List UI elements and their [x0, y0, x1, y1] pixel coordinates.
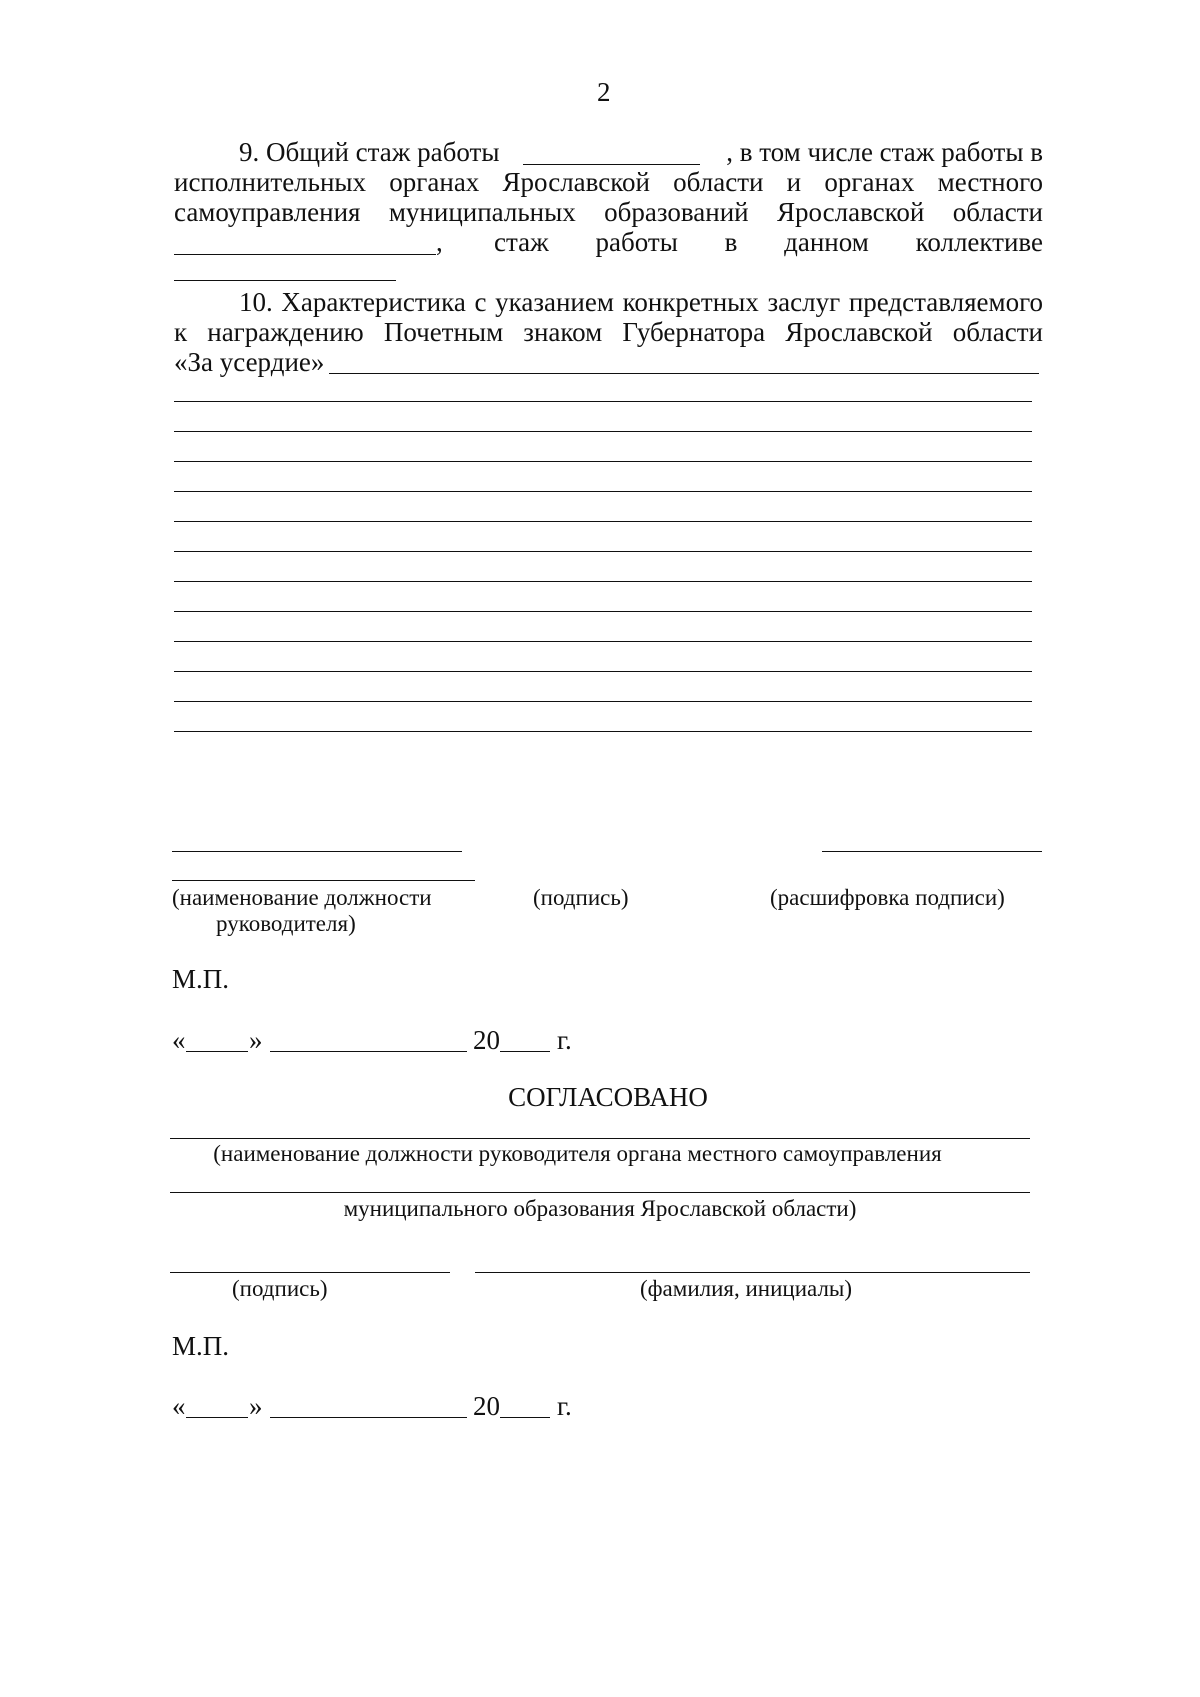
word-stazh: стаж	[494, 227, 549, 257]
agreed-name-blank[interactable]	[475, 1272, 1030, 1273]
date2-year-prefix: 20	[473, 1391, 500, 1421]
stamp-label-2: М.П.	[172, 1331, 230, 1361]
characteristic-line-0[interactable]	[329, 373, 1039, 374]
decode-caption: (расшифровка подписи)	[770, 885, 1005, 910]
item9-line1-suffix: , в том числе стаж работы в	[726, 137, 1043, 167]
agreed-caption-2: муниципального образования Ярославской области)	[343, 1196, 857, 1221]
date1-year-blank[interactable]	[500, 1051, 550, 1052]
agreed-title: СОГЛАСОВАНО	[508, 1082, 708, 1112]
item10-line2: к награждению Почетным знаком Губернатора Ярославской области	[174, 317, 1043, 347]
date2-day-blank[interactable]	[186, 1417, 248, 1418]
word-raboty: работы	[595, 227, 678, 257]
date1-month-blank[interactable]	[270, 1051, 467, 1052]
date2-open-quote: «	[172, 1391, 186, 1421]
signature-decode-blank[interactable]	[822, 851, 1042, 852]
item9-line4-words	[494, 226, 1043, 258]
item9-line1-prefix: 9. Общий стаж работы	[239, 137, 500, 167]
characteristic-line-9[interactable]	[174, 641, 1032, 642]
characteristic-line-10[interactable]	[174, 671, 1032, 672]
word-kollektive: коллективе	[915, 227, 1043, 257]
position-caption-2: руководителя)	[216, 911, 356, 936]
date2-close-quote: »	[249, 1391, 263, 1421]
word-dannom: данном	[784, 227, 869, 257]
item10-line3-prefix: «За усердие»	[174, 347, 325, 377]
date1-year-suffix: г.	[557, 1025, 572, 1055]
total-experience-blank[interactable]	[523, 164, 700, 165]
item9-line3: самоуправления муниципальных образований Ярославской области	[174, 197, 1043, 227]
date1-year-prefix: 20	[473, 1025, 500, 1055]
word-v: в	[724, 227, 738, 257]
collective-experience-blank[interactable]	[174, 280, 396, 281]
position-blank[interactable]	[172, 851, 462, 852]
agreed-caption-1: (наименование должности руководителя органа местного самоуправления	[213, 1141, 942, 1166]
characteristic-line-4[interactable]	[174, 491, 1032, 492]
date1-open-quote: «	[172, 1025, 186, 1055]
agreed-signature-blank[interactable]	[170, 1272, 450, 1273]
characteristic-line-3[interactable]	[174, 461, 1032, 462]
position-caption: (наименование должности	[172, 885, 432, 910]
page-number: 2	[597, 77, 611, 107]
characteristic-line-6[interactable]	[174, 551, 1032, 552]
agreed-signature-caption: (подпись)	[232, 1276, 328, 1301]
date2-month-blank[interactable]	[270, 1417, 467, 1418]
date1-day-blank[interactable]	[186, 1051, 248, 1052]
agreed-position-blank-1[interactable]	[170, 1138, 1030, 1139]
agreed-name-caption: (фамилия, инициалы)	[640, 1276, 853, 1301]
characteristic-line-8[interactable]	[174, 611, 1032, 612]
item9-line4-comma: ,	[436, 227, 443, 257]
item9-line2: исполнительных органах Ярославской области и органах местного	[174, 167, 1043, 197]
stamp-label-1: М.П.	[172, 964, 230, 994]
characteristic-line-11[interactable]	[174, 701, 1032, 702]
characteristic-line-2[interactable]	[174, 431, 1032, 432]
date2-year-suffix: г.	[557, 1391, 572, 1421]
position-blank-2[interactable]	[172, 880, 475, 881]
characteristic-line-5[interactable]	[174, 521, 1032, 522]
characteristic-line-1[interactable]	[174, 401, 1032, 402]
date2-year-blank[interactable]	[500, 1417, 550, 1418]
characteristic-line-12[interactable]	[174, 731, 1032, 732]
item10-line1: 10. Характеристика с указанием конкретных заслуг представляемого	[239, 287, 1043, 317]
characteristic-line-7[interactable]	[174, 581, 1032, 582]
executive-experience-blank[interactable]	[174, 254, 436, 255]
date1-close-quote: »	[249, 1025, 263, 1055]
agreed-position-blank-2[interactable]	[170, 1192, 1030, 1193]
signature-caption: (подпись)	[533, 885, 629, 910]
